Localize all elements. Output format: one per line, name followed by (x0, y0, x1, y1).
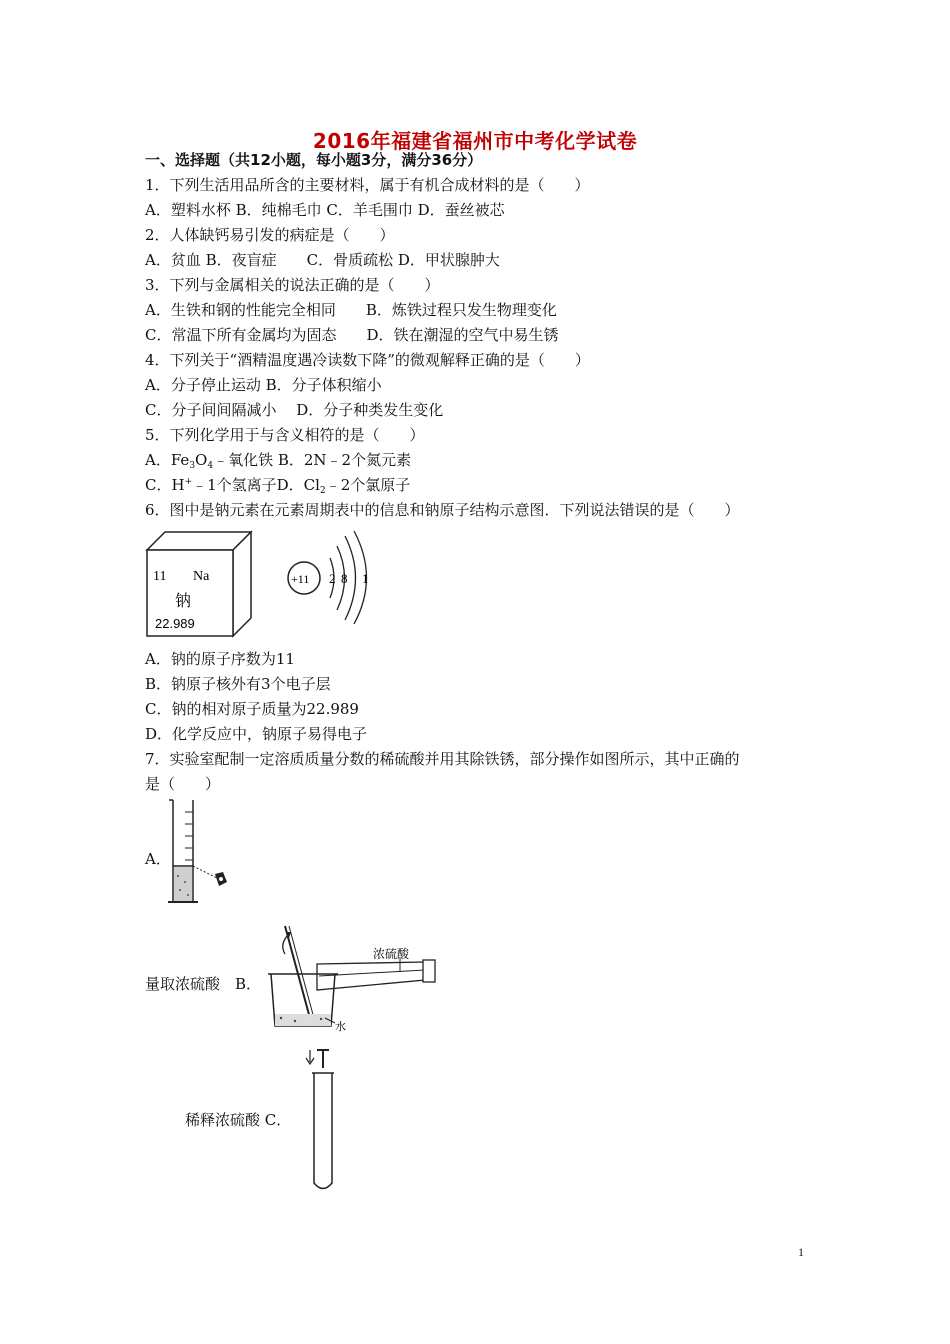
q5-options-cd (145, 475, 410, 495)
q5-c-sub: 2 (319, 486, 326, 496)
page-title: 2016年福建省福州市中考化学试卷 (312, 129, 638, 153)
q2-options: A．贫血 B．夜盲症 C．骨质疏松 D．甲状腺肿大 (145, 251, 500, 269)
q5-a-sub2: 4 (207, 461, 214, 471)
q6-option-b: B．钠原子核外有3个电子层 (145, 675, 331, 693)
cell-symbol: Na (193, 569, 210, 584)
section-heading: 一、选择题（共12小题，每小题3分，满分36分） (145, 151, 483, 169)
shell-2-electrons: 8 (341, 571, 348, 586)
q5-c-sup: + (184, 477, 193, 487)
q5-a-pre: A．Fe (145, 451, 190, 469)
cell-atomic-number: 11 (153, 569, 167, 584)
q7-stem-line2: 是（ ） (145, 775, 221, 793)
q3-stem: 3．下列与金属相关的说法正确的是（ ） (145, 276, 440, 294)
dilution-beaker-figure (265, 918, 440, 1043)
cell-atomic-mass: 22.989 (155, 616, 195, 631)
q7-caption-a-b: 量取浓硫酸 B． (145, 975, 262, 993)
q7-caption-b-c: 稀释浓硫酸 C． (185, 1111, 292, 1129)
q5-stem: 5．下列化学用于与含义相符的是（ ） (145, 426, 425, 444)
page-number: 1 (798, 1245, 804, 1259)
q5-c-mid: ﹣1个氢离子D．Cl (192, 476, 320, 494)
sodium-element-cell (145, 530, 255, 640)
q7-option-a-label: A． (145, 850, 171, 868)
water-label: 水 (335, 1020, 346, 1033)
shell-1-electrons: 2 (329, 571, 336, 586)
q5-a-post: ﹣氧化铁 B．2N﹣2个氮元素 (213, 451, 412, 469)
test-tube-nail-figure (300, 1048, 340, 1196)
q4-stem: 4．下列关于“酒精温度遇冷读数下降”的微观解释正确的是（ ） (145, 351, 590, 369)
q4-options-ab: A．分子停止运动 B．分子体积缩小 (145, 376, 382, 394)
nucleus-charge: +11 (291, 572, 310, 586)
q6-option-c: C．钠的相对原子质量为22.989 (145, 700, 359, 718)
q1-options: A．塑料水杯 B．纯棉毛巾 C．羊毛围巾 D．蚕丝被芯 (145, 201, 505, 219)
q3-options-cd: C．常温下所有金属均为固态 D．铁在潮湿的空气中易生锈 (145, 326, 559, 344)
q5-a-mid: O (195, 451, 208, 469)
q5-c-post: ﹣2个氯原子 (325, 476, 411, 494)
q4-options-cd: C．分子间间隔减小 D．分子种类发生变化 (145, 401, 444, 419)
graduated-cylinder-figure (165, 798, 240, 910)
q1-stem: 1．下列生活用品所含的主要材料，属于有机合成材料的是（ ） (145, 176, 590, 194)
q2-stem: 2．人体缺钙易引发的病症是（ ） (145, 226, 395, 244)
q5-a-sub1: 3 (189, 461, 196, 471)
cell-name: 钠 (175, 591, 192, 610)
shell-3-electrons: 1 (362, 571, 369, 586)
q5-options-ab (145, 450, 411, 470)
q3-options-ab: A．生铁和钢的性能完全相同 B．炼铁过程只发生物理变化 (145, 301, 557, 319)
q6-stem: 6．图中是钠元素在元素周期表中的信息和钠原子结构示意图．下列说法错误的是（ ） (145, 501, 740, 519)
q7-stem-line1: 7．实验室配制一定溶质质量分数的稀硫酸并用其除铁锈，部分操作如图所示，其中正确的 (145, 750, 740, 768)
q5-c-pre: C．H (145, 476, 185, 494)
q6-option-a: A．钠的原子序数为11 (145, 650, 295, 668)
sodium-atom-diagram (282, 530, 392, 625)
acid-label: 浓硫酸 (373, 947, 410, 961)
q6-option-d: D．化学反应中，钠原子易得电子 (145, 725, 368, 743)
